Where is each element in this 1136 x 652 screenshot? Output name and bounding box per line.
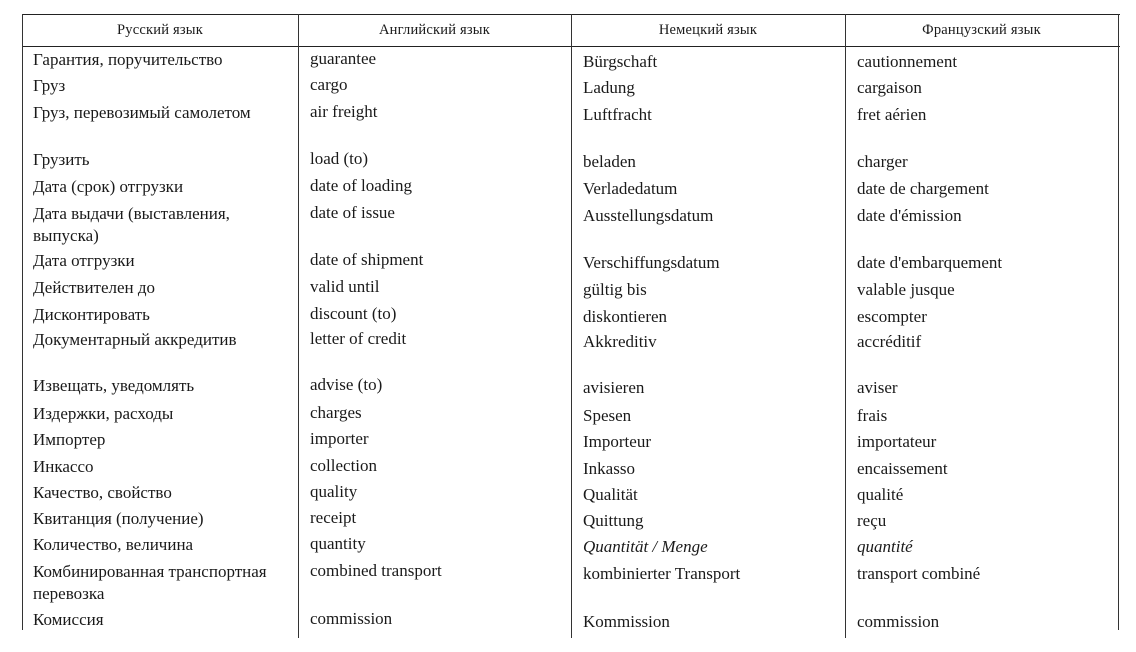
russian-term: Издержки, расходы xyxy=(33,404,174,423)
english-term: date of issue xyxy=(310,203,395,222)
german-term: gültig bis xyxy=(583,280,647,299)
french-term: fret aérien xyxy=(857,105,927,124)
german-term: Inkasso xyxy=(583,459,635,478)
english-term: date of loading xyxy=(310,176,412,195)
german-term: diskontieren xyxy=(583,307,668,326)
english-term: quality xyxy=(310,482,358,501)
russian-term: Действителен до xyxy=(33,278,156,297)
column-divider xyxy=(298,14,299,638)
russian-term: Качество, свойство xyxy=(33,483,172,502)
german-term: Kommission xyxy=(583,612,670,631)
french-term: date de chargement xyxy=(857,179,989,198)
german-term: avisieren xyxy=(583,378,645,397)
english-term: date of shipment xyxy=(310,250,424,269)
french-term: cautionnement xyxy=(857,52,958,71)
german-term: Ausstellungsdatum xyxy=(583,206,714,225)
glossary-table xyxy=(22,14,1120,638)
french-term: frais xyxy=(857,406,888,425)
russian-term: Груз xyxy=(33,76,66,95)
header-russian: Русский язык xyxy=(117,21,203,38)
french-term: valable jusque xyxy=(857,280,955,299)
french-term: qualité xyxy=(857,485,904,504)
german-term: beladen xyxy=(583,152,636,171)
russian-term: Импортер xyxy=(33,430,106,449)
russian-term: Грузить xyxy=(33,150,90,169)
english-term: commission xyxy=(310,609,393,628)
german-term: Quittung xyxy=(583,511,644,530)
english-term: air freight xyxy=(310,102,378,121)
french-term: transport combiné xyxy=(857,564,981,583)
russian-term: Гарантия, поручительство xyxy=(33,50,223,69)
german-term: Verladedatum xyxy=(583,179,678,198)
russian-term: Комбинированная транспортная перевозка xyxy=(33,562,267,603)
german-term: Ladung xyxy=(583,78,635,97)
french-term: quantité xyxy=(857,537,913,556)
russian-term: Документарный аккредитив xyxy=(33,330,237,349)
russian-term: Груз, перевозимый самолетом xyxy=(33,103,251,122)
french-term: aviser xyxy=(857,378,898,397)
german-term: Verschiffungsdatum xyxy=(583,253,720,272)
english-term: valid until xyxy=(310,277,380,296)
russian-term: Дата выдачи (выставления, выпуска) xyxy=(33,204,230,245)
german-term: Luftfracht xyxy=(583,105,652,124)
table-left-border xyxy=(22,14,23,630)
french-term: charger xyxy=(857,152,908,171)
russian-term: Извещать, уведомлять xyxy=(33,376,195,395)
english-term: guarantee xyxy=(310,49,377,68)
german-term: Akkreditiv xyxy=(583,332,657,351)
english-term: advise (to) xyxy=(310,375,383,394)
english-term: load (to) xyxy=(310,149,369,168)
german-term: Bürgschaft xyxy=(583,52,658,71)
column-divider xyxy=(845,14,846,638)
header-german: Немецкий язык xyxy=(658,21,758,38)
english-term: collection xyxy=(310,456,378,475)
french-term: reçu xyxy=(857,511,887,530)
french-term: date d'émission xyxy=(857,206,962,225)
russian-term: Дата (срок) отгрузки xyxy=(33,177,184,196)
russian-term: Дисконтировать xyxy=(33,305,150,324)
french-term: date d'embarquement xyxy=(857,253,1003,272)
table-right-border xyxy=(1118,14,1119,630)
english-term: cargo xyxy=(310,75,348,94)
russian-term: Комиссия xyxy=(33,610,104,629)
french-term: accréditif xyxy=(857,332,922,351)
english-term: receipt xyxy=(310,508,357,527)
german-term: Quantität / Menge xyxy=(583,537,708,556)
english-term: quantity xyxy=(310,534,366,553)
column-divider xyxy=(571,14,572,638)
russian-term: Инкассо xyxy=(33,457,94,476)
header-english: Английский язык xyxy=(378,21,490,38)
russian-term: Количество, величина xyxy=(33,535,194,554)
german-term: Importeur xyxy=(583,432,651,451)
russian-term: Квитанция (получение) xyxy=(33,509,204,528)
header-french: Французский язык xyxy=(922,21,1041,38)
english-term: discount (to) xyxy=(310,304,397,323)
french-term: cargaison xyxy=(857,78,922,97)
russian-term: Дата отгрузки xyxy=(33,251,135,270)
english-term: importer xyxy=(310,429,369,448)
french-term: encaissement xyxy=(857,459,948,478)
english-term: combined transport xyxy=(310,561,442,580)
french-term: commission xyxy=(857,612,940,631)
french-term: escompter xyxy=(857,307,927,326)
german-term: Qualität xyxy=(583,485,638,504)
english-term: charges xyxy=(310,403,362,422)
french-term: importateur xyxy=(857,432,937,451)
german-term: kombinierter Transport xyxy=(583,564,741,583)
english-term: letter of credit xyxy=(310,329,407,348)
german-term: Spesen xyxy=(583,406,632,425)
